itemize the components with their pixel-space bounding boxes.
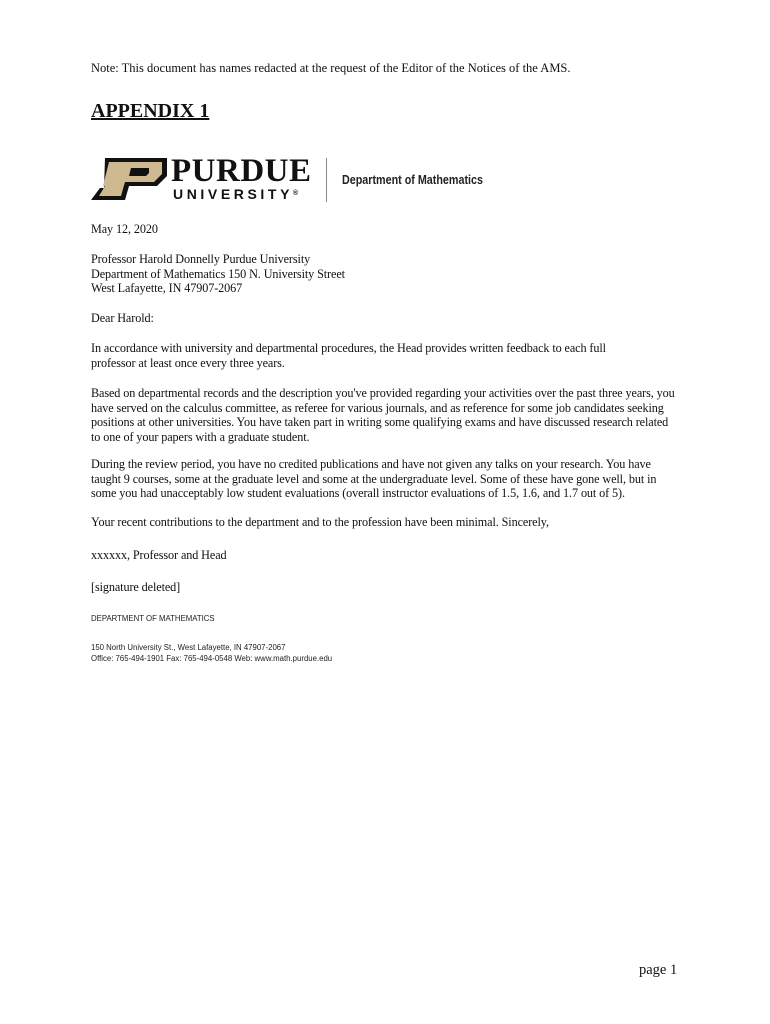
salutation: Dear Harold: <box>91 311 154 325</box>
purdue-p-motorion-icon <box>91 158 167 200</box>
letter-date: May 12, 2020 <box>91 222 158 236</box>
logo-divider <box>326 158 327 202</box>
page-number: page 1 <box>639 962 678 978</box>
signature-placeholder: [signature deleted] <box>91 580 181 594</box>
address-line: West Lafayette, IN 47907-2067 <box>91 281 243 295</box>
redaction-note: Note: This document has names redacted at the request of the Editor of the Notices of the AMS. <box>91 61 571 75</box>
paragraph: During the review period, you have no credited publications and have not given any talks on your research. You have taught 9 courses, some at the graduate level and some at the undergraduate level. Some of these have gone well, but in some you had unacceptably low student evaluations (overall instructor evaluations of 1.5, 1.6, and 1.7 out of 5). <box>91 457 657 500</box>
footer-contact: Office: 765-494-1901 Fax: 765-494-0548 Web: www.math.purdue.edu <box>91 654 333 663</box>
address-line: Professor Harold Donnelly Purdue University <box>91 252 311 266</box>
signer-line: xxxxxx, Professor and Head <box>91 548 227 562</box>
logo-department-name: Department of Mathematics <box>342 173 483 187</box>
purdue-logo <box>91 154 511 206</box>
paragraph: Based on departmental records and the description you've provided regarding your activities over the past three years, you have served on the calculus committee, as referee for various journals, and as reference for some job candidates seeking positions at other universities. You have taken part in writing some qualifying exams and have discussed research related to one of your papers with a graduate student. <box>91 386 675 444</box>
logo-wordmark-purdue: PURDUE <box>171 153 312 189</box>
footer-department: DEPARTMENT OF MATHEMATICS <box>91 614 215 623</box>
address-line: Department of Mathematics 150 N. University Street <box>91 266 345 281</box>
paragraph: Your recent contributions to the department and to the profession have been minimal. Sincerely, <box>91 515 549 529</box>
recipient-address <box>91 252 681 296</box>
logo-wordmark-university: UNIVERSITY® <box>173 186 299 202</box>
paragraph: In accordance with university and departmental procedures, the Head provides written feedback to each full professor at least once every three years. <box>91 341 606 370</box>
footer-address: 150 North University St., West Lafayette, IN 47907-2067 <box>91 643 286 652</box>
appendix-title: APPENDIX 1 <box>91 100 210 122</box>
